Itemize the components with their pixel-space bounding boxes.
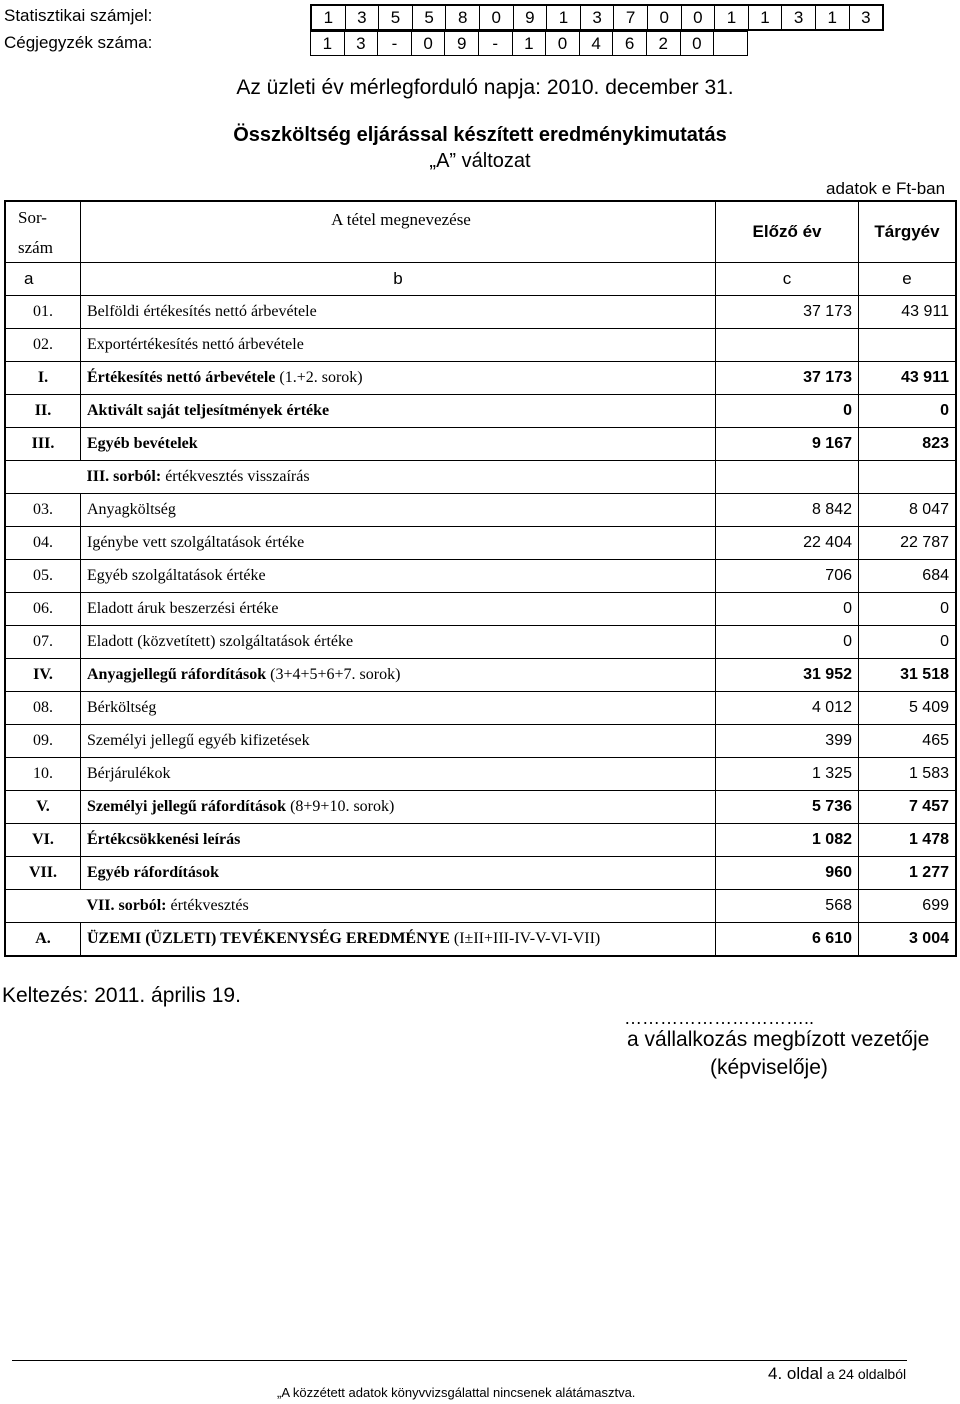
previous-year-value: 5 736 xyxy=(716,791,859,824)
registry-number-digit xyxy=(714,32,748,56)
current-year-value: 43 911 xyxy=(859,362,957,395)
stat-number-digit: 5 xyxy=(412,5,446,30)
current-year-value: 684 xyxy=(859,560,957,593)
signature-line: ………………………….. xyxy=(624,1008,815,1028)
table-row xyxy=(5,791,956,824)
stat-number-digit: 3 xyxy=(580,5,614,30)
stat-number-label: Statisztikai számjel: xyxy=(4,6,153,25)
registry-number-digit: - xyxy=(378,32,412,56)
previous-year-value: 22 404 xyxy=(716,527,859,560)
row-number: 10. xyxy=(5,758,81,791)
row-label xyxy=(81,626,716,659)
row-label-main: Igénybe vett szolgáltatások értéke xyxy=(87,534,305,551)
row-number: II. xyxy=(5,395,81,428)
row-label-note: értékvesztés xyxy=(166,897,249,914)
row-number: VI. xyxy=(5,824,81,857)
units-note: adatok e Ft-ban xyxy=(826,179,946,198)
previous-year-value: 37 173 xyxy=(716,296,859,329)
current-year-value: 1 583 xyxy=(859,758,957,791)
table-row xyxy=(5,428,956,461)
current-year-value: 1 478 xyxy=(859,824,957,857)
row-label xyxy=(81,560,716,593)
row-label-note: (8+9+10. sorok) xyxy=(286,798,395,815)
header-row-number-bottom: szám xyxy=(18,238,53,257)
row-label xyxy=(81,296,716,329)
registry-number-digit: 2 xyxy=(646,32,680,56)
row-number xyxy=(5,890,81,923)
current-year-value: 22 787 xyxy=(859,527,957,560)
row-label xyxy=(81,692,716,725)
row-number: IV. xyxy=(5,659,81,692)
previous-year-value: 1 325 xyxy=(716,758,859,791)
registry-number-boxes xyxy=(310,31,748,56)
row-label-main: ÜZEMI (ÜZLETI) TEVÉKENYSÉG EREDMÉNYE xyxy=(87,930,450,947)
footer-divider xyxy=(12,1360,907,1361)
stat-number-digit: 0 xyxy=(681,5,715,30)
previous-year-value: 37 173 xyxy=(716,362,859,395)
previous-year-value: 4 012 xyxy=(716,692,859,725)
row-label-main: Eladott áruk beszerzési értéke xyxy=(87,600,279,617)
stat-number-boxes xyxy=(310,4,884,31)
page-title: Összköltség eljárással készített eredménykimutatás xyxy=(233,124,727,146)
row-number: 09. xyxy=(5,725,81,758)
row-label-main: Bérköltség xyxy=(87,699,157,716)
previous-year-value: 960 xyxy=(716,857,859,890)
row-number: I. xyxy=(5,362,81,395)
stat-number-digit: 7 xyxy=(614,5,648,30)
row-label-note: (3+4+5+6+7. sorok) xyxy=(266,666,401,683)
current-year-value: 465 xyxy=(859,725,957,758)
row-label xyxy=(81,725,716,758)
row-label-main: Egyéb szolgáltatások értéke xyxy=(87,567,266,584)
table-row xyxy=(5,857,956,890)
registry-number-digit: 6 xyxy=(613,32,647,56)
previous-year-value: 0 xyxy=(716,593,859,626)
row-label xyxy=(81,527,716,560)
header-item-name: A tétel megnevezése xyxy=(81,201,716,263)
signer-title: a vállalkozás megbízott vezetője xyxy=(627,1028,930,1051)
row-label-main: Belföldi értékesítés nettó árbevétele xyxy=(87,303,317,320)
stat-number-digit: 9 xyxy=(513,5,547,30)
row-label-note: értékvesztés visszaírás xyxy=(161,468,310,485)
current-year-value: 0 xyxy=(859,626,957,659)
stat-number-digit: 3 xyxy=(345,5,379,30)
footer-note: „A közzétett adatok könyvvizsgálattal nincsenek alátámasztva. xyxy=(277,1385,636,1400)
previous-year-value: 8 842 xyxy=(716,494,859,527)
row-label-main: Bérjárulékok xyxy=(87,765,171,782)
row-number: 05. xyxy=(5,560,81,593)
row-number: V. xyxy=(5,791,81,824)
current-year-value: 7 457 xyxy=(859,791,957,824)
letter-a: a xyxy=(5,263,81,296)
row-number: 07. xyxy=(5,626,81,659)
stat-number-digit: 0 xyxy=(647,5,681,30)
table-row xyxy=(5,395,956,428)
stat-number-digit: 8 xyxy=(446,5,480,30)
row-label xyxy=(81,659,716,692)
balance-sheet-date: Az üzleti év mérlegforduló napja: 2010. december 31. xyxy=(236,76,734,99)
page-number xyxy=(768,1364,906,1384)
table-row xyxy=(5,527,956,560)
row-number: 06. xyxy=(5,593,81,626)
row-label xyxy=(81,362,716,395)
registry-number-digit: 0 xyxy=(546,32,580,56)
row-label-main: Személyi jellegű ráfordítások xyxy=(87,798,287,815)
registry-number-digit: 1 xyxy=(512,32,546,56)
previous-year-value: 6 610 xyxy=(716,923,859,957)
letter-c: c xyxy=(716,263,859,296)
previous-year-value: 706 xyxy=(716,560,859,593)
row-number xyxy=(5,461,81,494)
row-number: 02. xyxy=(5,329,81,362)
page-total: a 24 oldalból xyxy=(822,1366,907,1382)
current-year-value: 3 004 xyxy=(859,923,957,957)
previous-year-value: 0 xyxy=(716,395,859,428)
row-label xyxy=(81,593,716,626)
stat-number-digit: 1 xyxy=(311,5,345,30)
stat-number-digit: 1 xyxy=(547,5,581,30)
registry-number-digit: 0 xyxy=(411,32,445,56)
table-header-row xyxy=(5,201,956,263)
current-year-value: 8 047 xyxy=(859,494,957,527)
page-subtitle: „A” változat xyxy=(429,150,531,172)
table-row xyxy=(5,890,956,923)
table-row xyxy=(5,593,956,626)
header-row-number-top: Sor- xyxy=(18,208,47,227)
table-row xyxy=(5,725,956,758)
current-year-value xyxy=(859,329,957,362)
row-label xyxy=(81,923,716,957)
table-row xyxy=(5,923,956,957)
current-year-value: 1 277 xyxy=(859,857,957,890)
row-label-main: Exportértékesítés nettó árbevétele xyxy=(87,336,304,353)
previous-year-value: 1 082 xyxy=(716,824,859,857)
registry-number-label: Cégjegyzék száma: xyxy=(4,33,153,52)
row-label-main: VII. sorból: xyxy=(86,897,167,914)
letter-e: e xyxy=(859,263,957,296)
stat-number-digit: 1 xyxy=(748,5,782,30)
row-label-main: Értékcsökkenési leírás xyxy=(87,831,241,848)
row-label xyxy=(81,758,716,791)
row-label xyxy=(81,791,716,824)
header-previous-year: Előző év xyxy=(716,201,859,263)
row-label-main: Anyagköltség xyxy=(87,501,176,518)
letter-b: b xyxy=(81,263,716,296)
registry-number-digit: 4 xyxy=(579,32,613,56)
row-label xyxy=(81,824,716,857)
table-letter-row xyxy=(5,263,956,296)
current-year-value: 823 xyxy=(859,428,957,461)
previous-year-value: 399 xyxy=(716,725,859,758)
stat-number-digit: 5 xyxy=(379,5,413,30)
row-label-main: Anyagjellegű ráfordítások xyxy=(87,666,267,683)
row-number: A. xyxy=(5,923,81,957)
stat-number-digit: 3 xyxy=(782,5,816,30)
table-row xyxy=(5,560,956,593)
row-number: 01. xyxy=(5,296,81,329)
date-of-signing: Keltezés: 2011. április 19. xyxy=(2,984,241,1007)
row-label-main: Egyéb bevételek xyxy=(87,435,198,452)
stat-number-digit: 0 xyxy=(479,5,513,30)
table-row xyxy=(5,296,956,329)
table-row xyxy=(5,362,956,395)
stat-number-digit: 3 xyxy=(849,5,883,30)
row-number: 04. xyxy=(5,527,81,560)
income-statement-table xyxy=(4,200,957,957)
previous-year-value: 31 952 xyxy=(716,659,859,692)
row-number: VII. xyxy=(5,857,81,890)
header-row-number xyxy=(5,201,81,263)
stat-number-digit: 1 xyxy=(715,5,749,30)
table-row xyxy=(5,626,956,659)
table-row xyxy=(5,494,956,527)
registry-number-digit: 3 xyxy=(344,32,378,56)
stat-number-digit: 1 xyxy=(815,5,849,30)
current-year-value: 0 xyxy=(859,593,957,626)
current-year-value: 0 xyxy=(859,395,957,428)
table-row xyxy=(5,329,956,362)
current-year-value: 31 518 xyxy=(859,659,957,692)
previous-year-value: 568 xyxy=(716,890,859,923)
previous-year-value: 9 167 xyxy=(716,428,859,461)
row-number: 08. xyxy=(5,692,81,725)
row-label xyxy=(81,329,716,362)
row-label xyxy=(81,494,716,527)
registry-number-digit: 9 xyxy=(445,32,479,56)
registry-number-digit: 1 xyxy=(311,32,345,56)
current-year-value: 43 911 xyxy=(859,296,957,329)
row-label-note: (1.+2. sorok) xyxy=(275,369,363,386)
row-label-main: Aktivált saját teljesítmények értéke xyxy=(87,402,330,419)
row-label xyxy=(81,890,716,923)
header-current-year: Tárgyév xyxy=(859,201,957,263)
page-current: 4. oldal xyxy=(768,1364,823,1383)
row-label-note: (I±II+III-IV-V-VI-VII) xyxy=(449,930,601,947)
previous-year-value: 0 xyxy=(716,626,859,659)
registry-number-digit: - xyxy=(478,32,512,56)
row-label xyxy=(81,395,716,428)
row-label xyxy=(81,857,716,890)
row-number: III. xyxy=(5,428,81,461)
table-row xyxy=(5,692,956,725)
current-year-value xyxy=(859,461,957,494)
previous-year-value xyxy=(716,461,859,494)
row-number: 03. xyxy=(5,494,81,527)
previous-year-value xyxy=(716,329,859,362)
table-row xyxy=(5,758,956,791)
table-row xyxy=(5,824,956,857)
table-row xyxy=(5,659,956,692)
row-label xyxy=(81,461,716,494)
row-label-main: III. sorból: xyxy=(86,468,162,485)
registry-number-digit: 0 xyxy=(680,32,714,56)
current-year-value: 699 xyxy=(859,890,957,923)
row-label-main: Értékesítés nettó árbevétele xyxy=(87,369,276,386)
row-label-main: Eladott (közvetített) szolgáltatások értéke xyxy=(87,633,354,650)
signer-role: (képviselője) xyxy=(710,1056,828,1079)
row-label xyxy=(81,428,716,461)
row-label-main: Személyi jellegű egyéb kifizetések xyxy=(87,732,310,749)
row-label-main: Egyéb ráfordítások xyxy=(87,864,219,881)
current-year-value: 5 409 xyxy=(859,692,957,725)
table-row xyxy=(5,461,956,494)
